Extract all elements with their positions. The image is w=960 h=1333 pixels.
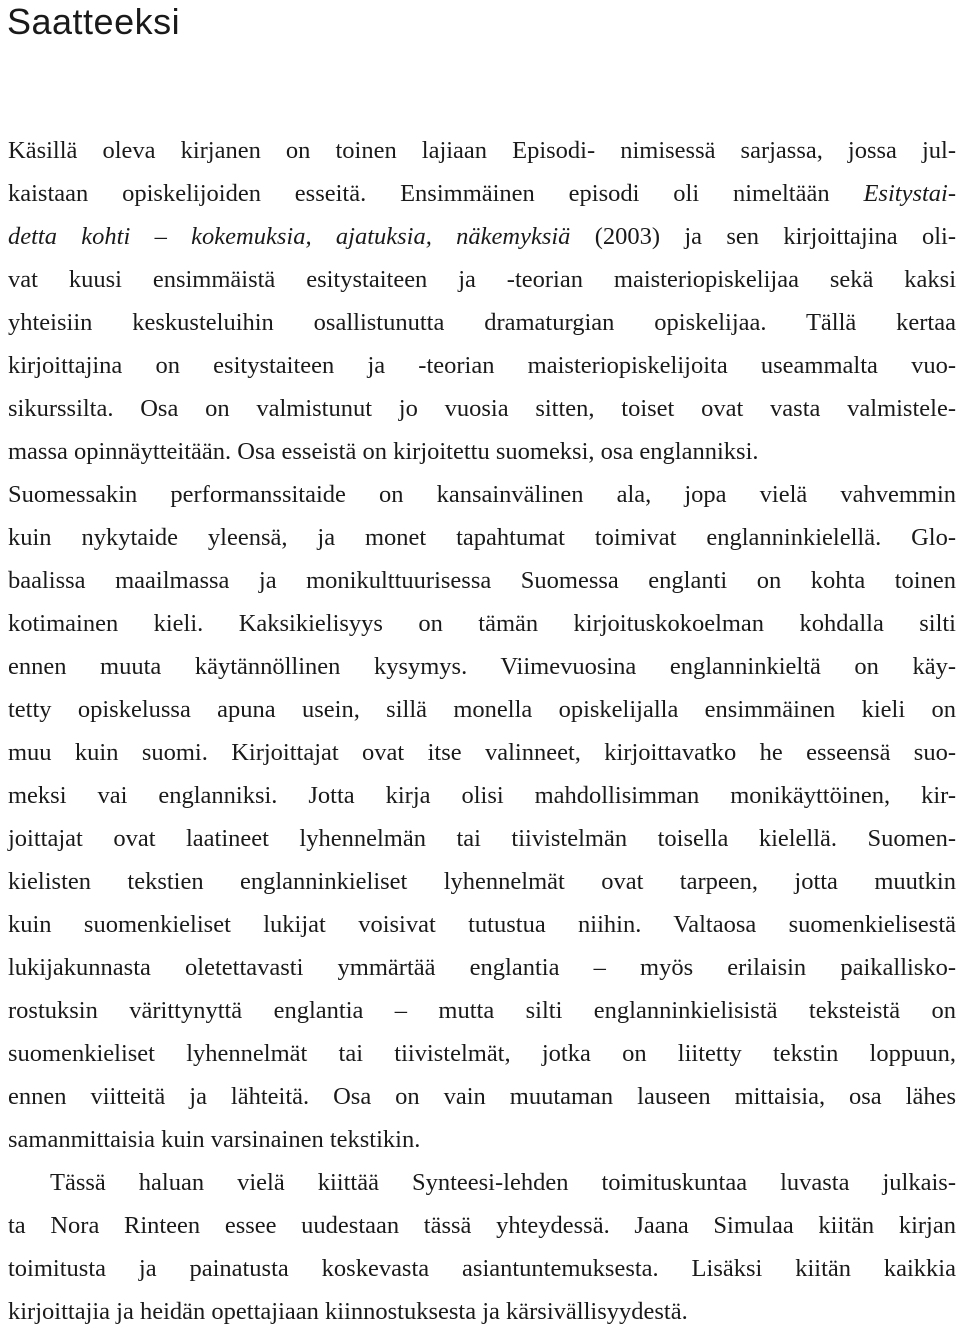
text-run: samanmittaisia kuin varsinainen tekstikin.	[8, 1126, 421, 1153]
text-line	[8, 559, 956, 602]
text-line	[8, 1118, 956, 1161]
text-run: kaistaan opiskelijoiden esseitä. Ensimmäinen episodi oli nimeltään	[8, 180, 864, 207]
text-line	[8, 387, 956, 430]
text-run: Käsillä oleva kirjanen on toinen lajiaan Episodi- nimisessä sarjassa, jossa jul-	[8, 137, 956, 164]
text-line	[8, 860, 956, 903]
text-run: Tässä haluan vielä kiittää Synteesi-lehden toimituskuntaa luvasta julkais-	[50, 1169, 956, 1196]
text-run: kuin nykytaide yleensä, ja monet tapahtumat toimivat englanninkielellä. Glo-	[8, 524, 956, 551]
paragraph	[8, 129, 956, 1161]
text-line	[8, 989, 956, 1032]
text-line	[8, 215, 956, 258]
text-line	[8, 1161, 956, 1204]
text-run: ennen viitteitä ja lähteitä. Osa on vain muutaman lauseen mittaisia, osa lähes	[8, 1083, 956, 1110]
text-run: massa opinnäytteitään. Osa esseistä on kirjoitettu suomeksi, osa englanniksi.	[8, 438, 759, 465]
text-run: ta Nora Rinteen essee uudestaan tässä yhteydessä. Jaana Simulaa kiitän kirjan	[8, 1212, 956, 1239]
page-title: Saatteeksi	[7, 1, 181, 42]
text-run: kotimainen kieli. Kaksikielisyys on tämän kirjoituskokoelman kohdalla silti	[8, 610, 956, 637]
text-line	[8, 817, 956, 860]
text-line	[8, 602, 956, 645]
text-run: Suomessakin performanssitaide on kansainvälinen ala, jopa vielä vahvemmin	[8, 481, 956, 508]
text-run: (2003) ja sen kirjoittajina oli-	[570, 223, 956, 250]
text-line	[8, 1247, 956, 1290]
text-line	[8, 301, 956, 344]
paragraph	[8, 1161, 956, 1333]
text-line	[8, 430, 956, 473]
text-run: baalissa maailmassa ja monikulttuurisessa Suomessa englanti on kohta toinen	[8, 567, 956, 594]
text-line	[8, 1204, 956, 1247]
text-line	[8, 731, 956, 774]
text-run: ennen muuta käytännöllinen kysymys. Viimevuosina englanninkieltä on käy-	[8, 653, 956, 680]
italic-text: Esitystai-	[863, 180, 956, 207]
text-run: vat kuusi ensimmäistä esitystaiteen ja -teorian maisteriopiskelijaa sekä kaksi	[8, 266, 956, 293]
text-line	[8, 688, 956, 731]
text-line	[8, 473, 956, 516]
text-run: yhteisiin keskusteluihin osallistunutta dramaturgian opiskelijaa. Tällä kertaa	[8, 309, 956, 336]
text-line	[8, 516, 956, 559]
text-line	[8, 344, 956, 387]
italic-text: detta kohti – kokemuksia, ajatuksia, näkemyksiä	[8, 223, 571, 250]
text-line	[8, 258, 956, 301]
text-run: kirjoittajia ja heidän opettajiaan kiinnostuksesta ja kärsivällisyydestä.	[8, 1298, 688, 1325]
text-run: tetty opiskelussa apuna usein, sillä monella opiskelijalla ensimmäinen kieli on	[8, 696, 956, 723]
body-text	[8, 129, 956, 1333]
text-run: kirjoittajina on esitystaiteen ja -teorian maisteriopiskelijoita useammalta vuo-	[8, 352, 956, 379]
text-run: lukijakunnasta oletettavasti ymmärtää englantia – myös erilaisin paikallisko-	[8, 954, 956, 981]
text-line	[8, 1075, 956, 1118]
text-run: sikurssilta. Osa on valmistunut jo vuosia sitten, toiset ovat vasta valmistele-	[8, 395, 956, 422]
text-run: rostuksin värittynyttä englantia – mutta silti englanninkielisistä teksteistä on	[8, 997, 956, 1024]
text-run: suomenkieliset lyhennelmät tai tiivistelmät, jotka on liitetty tekstin loppuun,	[8, 1040, 956, 1067]
text-line	[8, 946, 956, 989]
text-line	[8, 1032, 956, 1075]
text-line	[8, 774, 956, 817]
text-run: toimitusta ja painatusta koskevasta asiantuntemuksesta. Lisäksi kiitän kaikkia	[8, 1255, 956, 1282]
text-line	[8, 129, 956, 172]
text-line	[8, 903, 956, 946]
text-run: kielisten tekstien englanninkieliset lyhennelmät ovat tarpeen, jotta muutkin	[8, 868, 956, 895]
text-line	[8, 1290, 956, 1333]
text-run: meksi vai englanniksi. Jotta kirja olisi mahdollisimman monikäyttöinen, kir-	[8, 782, 956, 809]
text-line	[8, 645, 956, 688]
text-run: muu kuin suomi. Kirjoittajat ovat itse valinneet, kirjoittavatko he esseensä suo-	[8, 739, 956, 766]
text-run: joittajat ovat laatineet lyhennelmän tai tiivistelmän toisella kielellä. Suomen-	[8, 825, 956, 852]
text-line	[8, 172, 956, 215]
text-run: kuin suomenkieliset lukijat voisivat tutustua niihin. Valtaosa suomenkielisestä	[8, 911, 956, 938]
